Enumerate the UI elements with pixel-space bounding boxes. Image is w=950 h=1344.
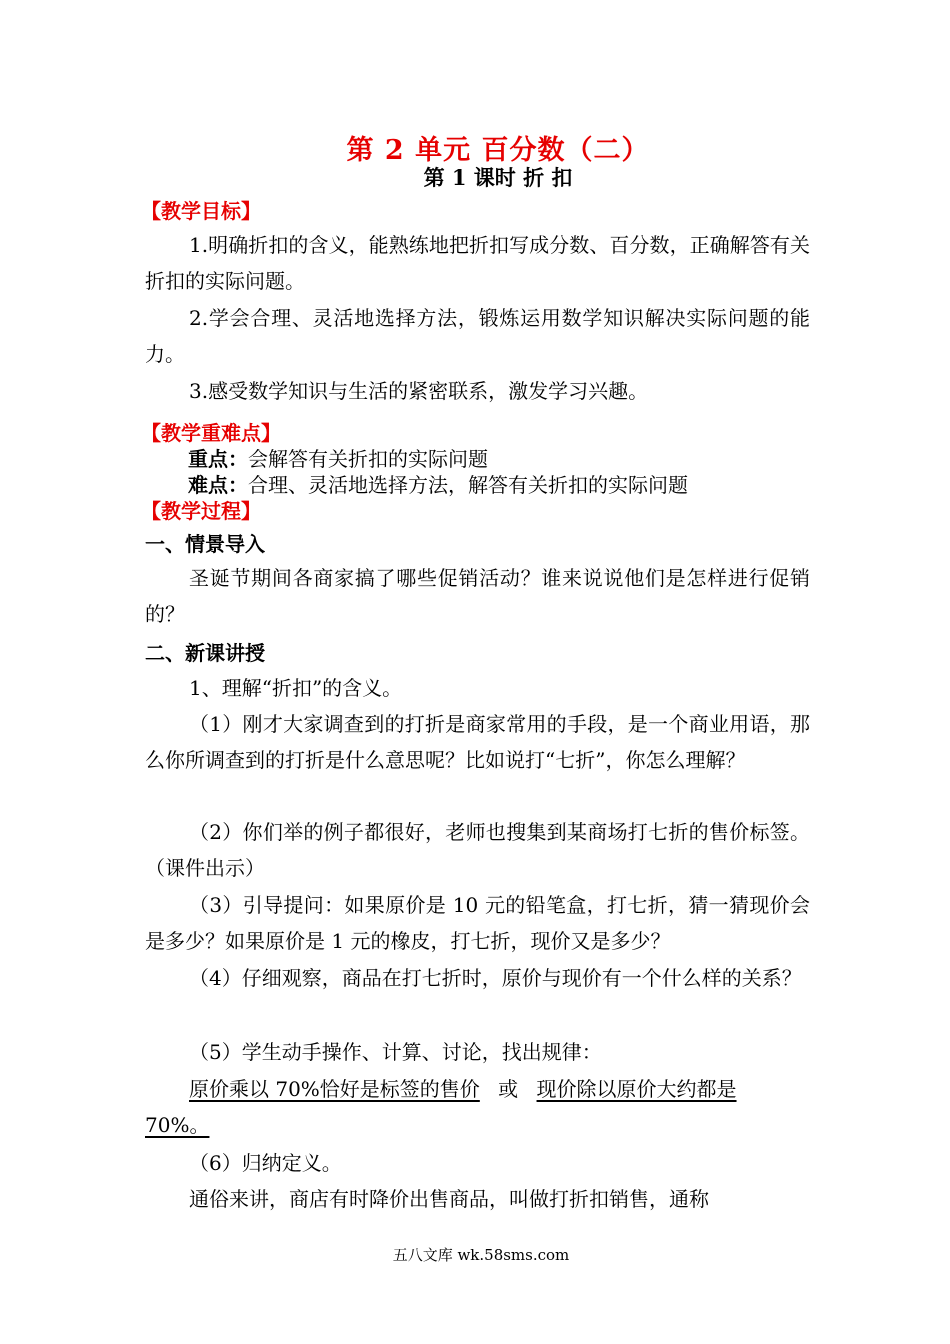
item-4: （4）仔细观察，商品在打七折时，原价与现价有一个什么样的关系？: [189, 966, 802, 990]
definition-start: 通俗来讲，商店有时降价出售商品，叫做打折扣销售，通称: [189, 1187, 709, 1211]
item-6: （6）归纳定义。: [189, 1151, 342, 1175]
part1-text: 圣诞节期间各商家搞了哪些促销活动？谁来说说他们是怎样进行促销的？: [145, 566, 810, 626]
focus-label: 重点：: [188, 447, 248, 471]
item-3: （3）引导提问：如果原价是 10 元的铅笔盒，打七折，猜一猜现价会是多少？如果原价是 1 元的橡皮，打七折，现价又是多少？: [145, 893, 810, 953]
objective-2: 2.学会合理、灵活地选择方法，锻炼运用数学知识解决实际问题的能力。: [145, 306, 810, 366]
item-5: （5）学生动手操作、计算、讨论，找出规律：: [189, 1040, 602, 1064]
section-objectives-heading: 【教学目标】: [141, 199, 261, 223]
difficulty-text: 合理、灵活地选择方法，解答有关折扣的实际问题: [248, 473, 688, 497]
keypoint-difficulty: [188, 469, 688, 498]
part1-heading: 一、情景导入: [145, 532, 265, 556]
rule-line-2: [145, 1107, 217, 1143]
objective-1: 1.明确折扣的含义，能熟练地把折扣写成分数、百分数，正确解答有关折扣的实际问题。: [145, 233, 810, 293]
page-title: 第 2 单元 百分数（二）: [346, 135, 650, 166]
objective-3: 3.感受数学知识与生活的紧密联系，激发学习兴趣。: [189, 379, 649, 403]
lesson-subtitle: 第 1 课时 折 扣: [423, 165, 573, 190]
step1-text: 1、理解“折扣”的含义。: [189, 676, 403, 700]
keypoint-focus: [188, 443, 488, 472]
part2-heading: 二、新课讲授: [145, 641, 265, 665]
footer-watermark: 五八文库 wk.58sms.com: [392, 1246, 570, 1264]
difficulty-label: 难点：: [188, 473, 248, 497]
rule-line: [189, 1071, 737, 1107]
section-keypoints-heading: 【教学重难点】: [141, 421, 281, 445]
item-2: （2）你们举的例子都很好，老师也搜集到某商场打七折的售价标签。（课件出示）: [145, 820, 810, 880]
rule-or: 或: [498, 1077, 519, 1101]
focus-text: 会解答有关折扣的实际问题: [248, 447, 488, 471]
section-process-heading: 【教学过程】: [141, 499, 261, 523]
rule-part2-line2: 70%。: [145, 1113, 210, 1137]
item-1: （1）刚才大家调查到的打折是商家常用的手段，是一个商业用语，那么你所调查到的打折是什么意思呢？比如说打“七折”，你怎么理解？: [145, 712, 810, 772]
rule-part1: 原价乘以 70%恰好是标签的售价: [189, 1077, 480, 1101]
rule-part2-line1: 现价除以原价大约都是: [536, 1077, 737, 1101]
